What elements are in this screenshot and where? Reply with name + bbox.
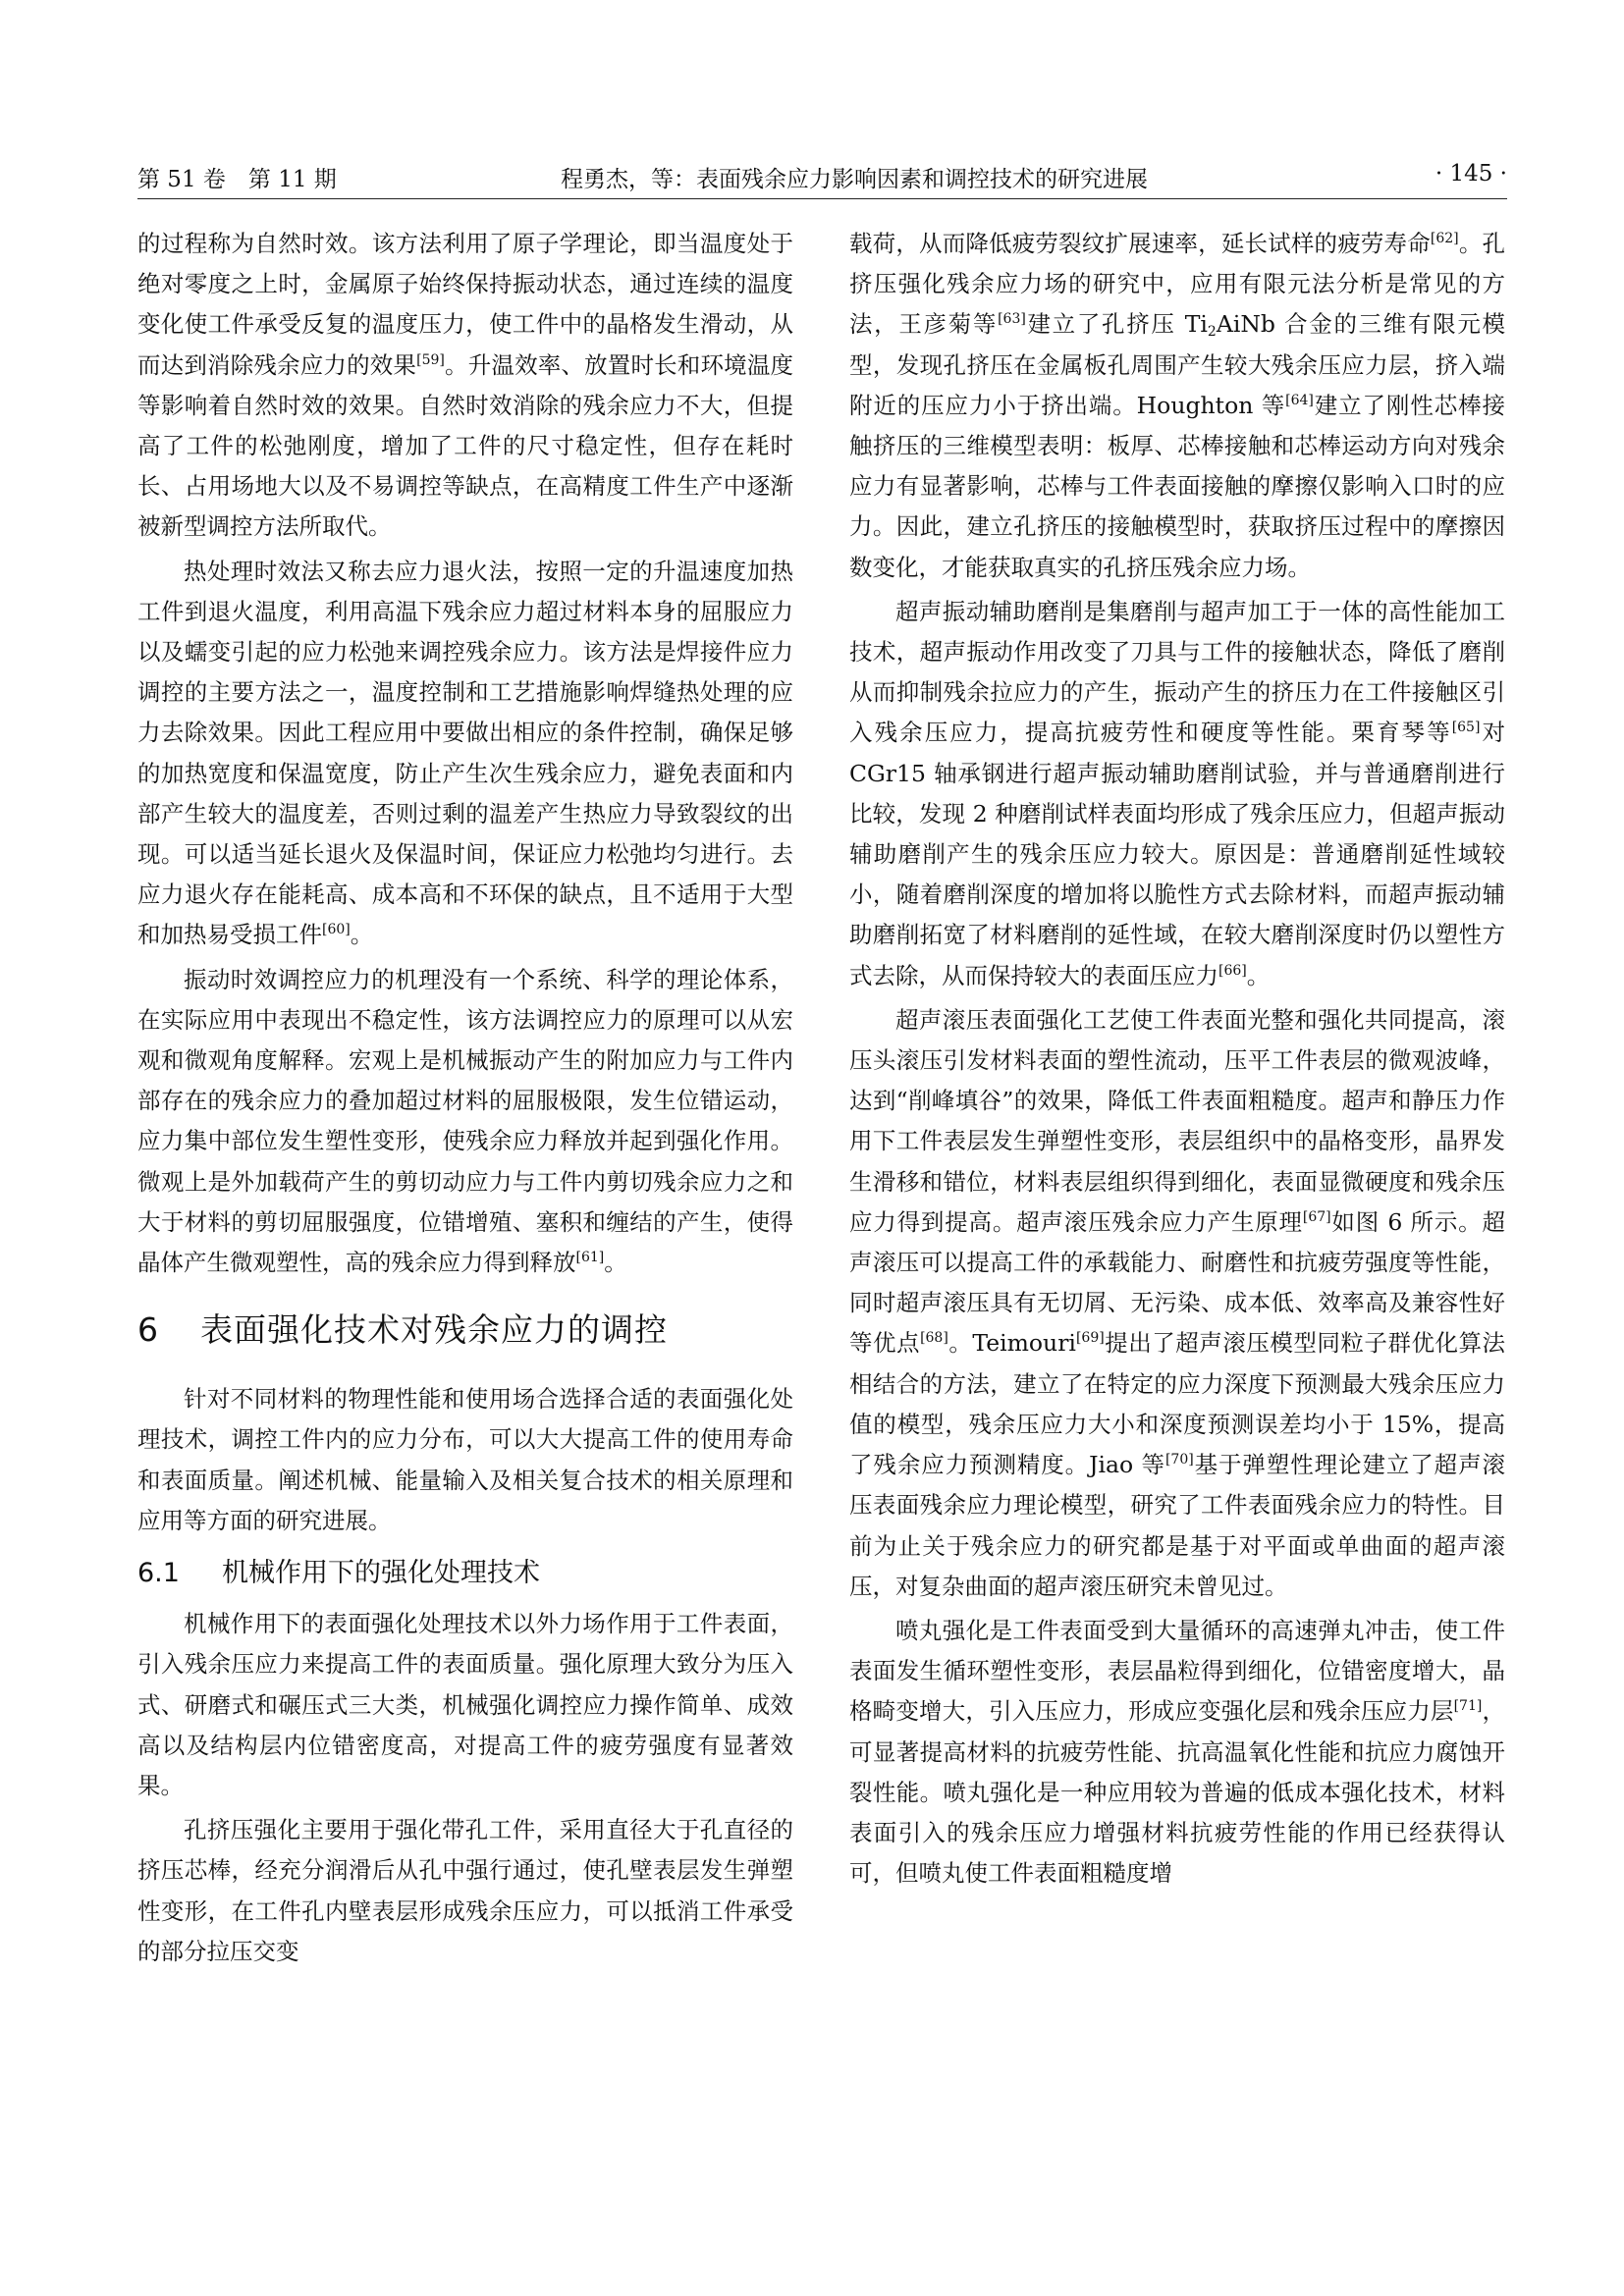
citation: [68] bbox=[920, 1330, 948, 1347]
paragraph-shot-peening: 喷丸强化是工件表面受到大量循环的高速弹丸冲击，使工件表面发生循环塑性变形，表层晶粒得到细化，位错密度增大，晶格畸变增大，引入压应力，形成应变强化层和残余压应力层[71]，可显著提高材料的抗疲劳性能、抗高温氧化性能和抗应力腐蚀开裂性能。喷丸强化是一种应用较为普遍的低成本强化技术，材料表面引入的残余压应力增强材料抗疲劳性能的作用已经获得认可，但喷丸使工件表面粗糙度增 bbox=[849, 1616, 1506, 1888]
citation: [71] bbox=[1453, 1698, 1483, 1715]
citation: [60] bbox=[322, 922, 351, 938]
section-number: 6 bbox=[137, 1310, 159, 1350]
citation: [59] bbox=[416, 351, 445, 368]
right-column bbox=[849, 224, 1505, 1894]
paragraph-ultrasonic-rolling: 超声滚压表面强化工艺使工件表面光整和强化共同提高，滚压头滚压引发材料表面的塑性流动，压平工件表层的微观波峰，达到“削峰填谷”的效果，降低工件表面粗糙度。超声和静压力作用下工件表层发生弹塑性变形，表层组织中的晶格变形，晶界发生滑移和错位，材料表层组织得到细化，表面显微硬度和残余压应力得到提高。超声滚压残余应力产生原理[67]如图 6 所示。超声滚压可以提高工件的承载能力、耐磨性和抗疲劳强度等性能，同时超声滚压具有无切屑、无污染、成本低、效率高及兼容性好等优点[68]。Teimouri[69]提出了超声滚压模型同粒子群优化算法相结合的方法，建立了在特定的应力深度下预测最大残余压应力值的模型，残余压应力大小和深度预测误差均小于 15%，提高了残余应力预测精度。Jiao 等[70]基于弹塑性理论建立了超声滚压表面残余应力理论模型，研究了工件表面残余应力的特性。目前为止关于残余应力的研究都是基于对平面或单曲面的超声滚压，对复杂曲面的超声滚压研究未曾见过。 bbox=[849, 1005, 1506, 1600]
citation: [69] bbox=[1075, 1330, 1105, 1347]
journal-volume-issue: 第 51 卷 第 11 期 bbox=[137, 167, 337, 192]
citation: [70] bbox=[1164, 1452, 1194, 1468]
section-heading bbox=[137, 1305, 793, 1356]
paragraph-heat-treatment-aging: 热处理时效法又称去应力退火法，按照一定的升温速度加热工件到退火温度，利用高温下残余应力超过材料本身的屈服应力以及蠕变引起的应力松弛来调控残余应力。该方法是焊接件应力调控的主要方法之一，温度控制和工艺措施影响焊缝热处理的应力去除效果。因此工程应用中要做出相应的条件控制，确保足够的加热宽度和保温宽度，防止产生次生残余应力，避免表面和内部产生较大的温度差，否则过剩的温差产生热应力导致裂纹的出现。可以适当延长退火及保温时间，保证应力松弛均匀进行。去应力退火存在能耗高、成本高和不环保的缺点，且不适用于大型和加热易受损工件[60]。 bbox=[137, 557, 793, 949]
header-rule bbox=[137, 198, 1507, 199]
paragraph-ultrasonic-grinding: 超声振动辅助磨削是集磨削与超声加工于一体的高性能加工技术，超声振动作用改变了刀具与工件的接触状态，降低了磨削从而抑制残余拉应力的产生，振动产生的挤压力在工件接触区引入残余压应力，提高抗疲劳性和硬度等性能。栗育琴等[65]对 CGr15 轴承钢进行超声振动辅助磨削试验，并与普通磨削进行比较，发现 2 种磨削试样表面均形成了残余压应力，但超声振动辅助磨削产生的残余压应力较大。原因是：普通磨削延性域较小，随着磨削深度的增加将以脆性方式去除材料，而超声振动辅助磨削拓宽了材料磨削的延性域，在较大磨削深度时仍以塑性方式去除，从而保持较大的表面压应力[66]。 bbox=[849, 597, 1506, 989]
subscript: 2 bbox=[1207, 324, 1217, 341]
running-header bbox=[137, 157, 1507, 196]
subsection-number: 6.1 bbox=[137, 1558, 180, 1589]
subsection-heading bbox=[137, 1551, 793, 1596]
citation: [61] bbox=[575, 1250, 605, 1266]
page-number: · 145 · bbox=[1435, 161, 1507, 187]
citation: [65] bbox=[1451, 720, 1481, 736]
citation: [63] bbox=[998, 311, 1026, 328]
paragraph-vibration-aging: 振动时效调控应力的机理没有一个系统、科学的理论体系，在实际应用中表现出不稳定性，该方法调控应力的原理可以从宏观和微观角度解释。宏观上是机械振动产生的附加应力与工件内部存在的残余应力的叠加超过材料的屈服极限，发生位错运动，应力集中部位发生塑性变形，使残余应力释放并起到强化作用。微观上是外加载荷产生的剪切动应力与工件内剪切残余应力之和大于材料的剪切屈服强度，位错增殖、塞积和缠结的产生，使得晶体产生微观塑性，高的残余应力得到释放[61]。 bbox=[137, 965, 793, 1277]
citation: [66] bbox=[1218, 962, 1247, 979]
paragraph-hole-extrusion-cont: 载荷，从而降低疲劳裂纹扩展速率，延长试样的疲劳寿命[62]。孔挤压强化残余应力场的研究中，应用有限元法分析是常见的方法，王彦菊等[63]建立了孔挤压 $Ti_2AiNb$ 合金的三维有限元模型，发现孔挤压在金属板孔周围产生较大残余压应力层，挤入端附近的压应力小于挤出端。Houghton 等[64]建立了刚性芯棒接触挤压的三维模型表明：板厚、芯棒接触和芯棒运动方向对残余应力有显著影响，芯棒与工件表面接触的摩擦仅影响入口时的应力。因此，建立孔挤压的接触模型时，获取挤压过程中的摩擦因数变化，才能获取真实的孔挤压残余应力场。 bbox=[849, 230, 1506, 581]
paragraph-hole-extrusion: 孔挤压强化主要用于强化带孔工件，采用直径大于孔直径的挤压芯棒，经充分润滑后从孔中强行通过，使孔壁表层发生弹塑性变形，在工件孔内壁表层形成残余压应力，可以抵消工件承受的部分拉压交变 bbox=[137, 1816, 793, 1965]
citation: [67] bbox=[1302, 1208, 1331, 1225]
subsection-title: 机械作用下的强化处理技术 bbox=[222, 1558, 540, 1589]
paragraph-section-intro: 针对不同材料的物理性能和使用场合选择合适的表面强化处理技术，调控工件内的应力分布，可以大大提高工件的使用寿命和表面质量。阐述机械、能量输入及相关复合技术的相关原理和应用等方面的研究进展。 bbox=[137, 1385, 793, 1534]
paragraph-mechanical-strengthening: 机械作用下的表面强化处理技术以外力场作用于工件表面，引入残余压应力来提高工件的表面质量。强化原理大致分为压入式、研磨式和碾压式三大类，机械强化调控应力操作简单、成效高以及结构层内位错密度高，对提高工件的疲劳强度有显著效果。 bbox=[137, 1610, 793, 1799]
section-title: 表面强化技术对残余应力的调控 bbox=[200, 1310, 668, 1350]
running-title: 程勇杰，等：表面残余应力影响因素和调控技术的研究进展 bbox=[561, 167, 1148, 192]
paragraph-natural-aging: 的过程称为自然时效。该方法利用了原子学理论，即当温度处于绝对零度之上时，金属原子始终保持振动状态，通过连续的温度变化使工件承受反复的温度压力，使工件中的晶格发生滑动，从而达到消除残余应力的效果[59]。升温效率、放置时长和环境温度等影响着自然时效的效果。自然时效消除的残余应力不大，但提高了工件的松弛刚度，增加了工件的尺寸稳定性，但存在耗时长、占用场地大以及不易调控等缺点，在高精度工件生产中逐渐被新型调控方法所取代。 bbox=[137, 230, 794, 541]
citation: [62] bbox=[1430, 231, 1459, 246]
left-column bbox=[137, 224, 793, 1972]
citation: [64] bbox=[1285, 392, 1314, 408]
